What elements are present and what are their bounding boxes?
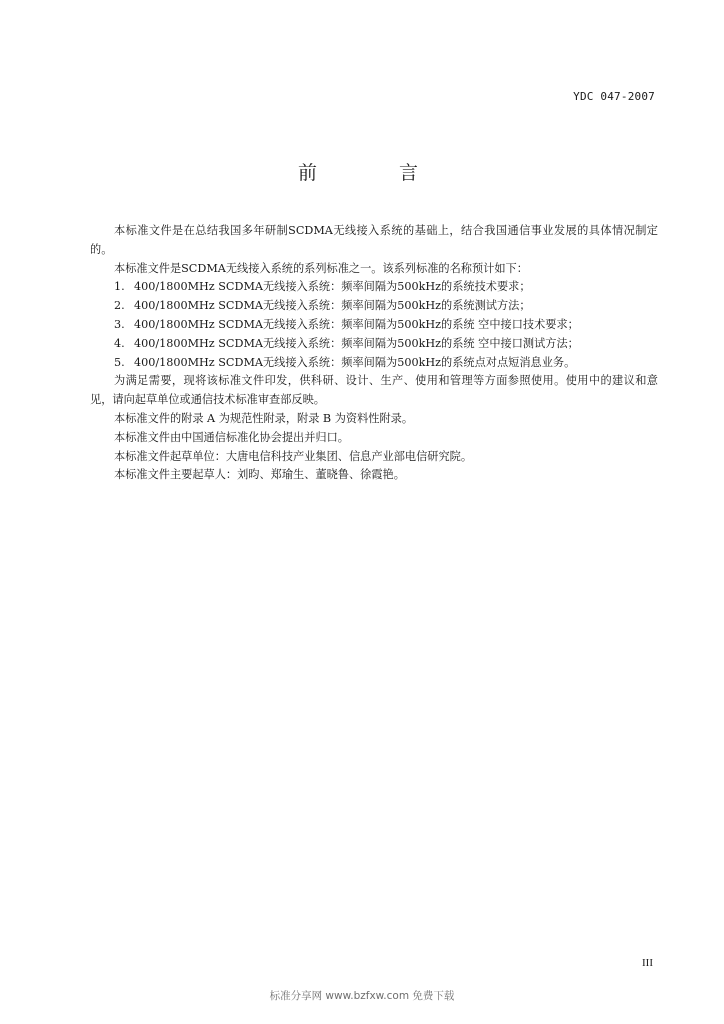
paragraph-drafting-units: 本标准文件起草单位：大唐电信科技产业集团、信息产业部电信研究院。 bbox=[114, 449, 473, 463]
list-item bbox=[90, 297, 658, 316]
list-item bbox=[90, 316, 658, 335]
list-item bbox=[90, 354, 658, 373]
paragraph-appendix: 本标准文件的附录 A 为规范性附录，附录 B 为资料性附录。 bbox=[114, 411, 414, 425]
list-item bbox=[90, 278, 658, 297]
page-number: III bbox=[642, 957, 653, 969]
list-item-number: 3. bbox=[114, 317, 125, 331]
paragraph-background: 本标准文件是在总结我国多年研制SCDMA无线接入系统的基础上，结合我国通信事业发展的具体情况制定的。 bbox=[90, 224, 658, 256]
list-item-text: 400/1800MHz SCDMA无线接入系统：频率间隔为500kHz的系统点对点短消息业务。 bbox=[134, 355, 576, 369]
foreword-body bbox=[90, 222, 658, 485]
paragraph-drafters: 本标准文件主要起草人：刘昀、郑瑜生、董晓鲁、徐霞艳。 bbox=[114, 468, 405, 482]
series-list bbox=[90, 278, 658, 372]
list-item-text: 400/1800MHz SCDMA无线接入系统：频率间隔为500kHz的系统测试方法； bbox=[134, 299, 531, 313]
paragraph-series-intro: 本标准文件是SCDMA无线接入系统的系列标准之一。该系列标准的名称预计如下： bbox=[114, 261, 528, 275]
list-item-number: 2. bbox=[114, 299, 125, 313]
list-item-text: 400/1800MHz SCDMA无线接入系统：频率间隔为500kHz的系统 空中接口技术要求； bbox=[134, 317, 579, 331]
list-item-number: 5. bbox=[114, 355, 125, 369]
page-title: 前 言 bbox=[297, 162, 457, 184]
list-item-text: 400/1800MHz SCDMA无线接入系统：频率间隔为500kHz的系统 空中接口测试方法； bbox=[134, 336, 579, 350]
list-item-text: 400/1800MHz SCDMA无线接入系统：频率间隔为500kHz的系统技术要求； bbox=[134, 280, 531, 294]
list-item bbox=[90, 335, 658, 354]
document-code: YDC 047-2007 bbox=[573, 90, 655, 103]
list-item-number: 1. bbox=[114, 280, 125, 294]
list-item-number: 4. bbox=[114, 336, 125, 350]
paragraph-usage: 为满足需要，现将该标准文件印发，供科研、设计、生产、使用和管理等方面参照使用。使用中的建议和意见，请向起草单位或通信技术标准审查部反映。 bbox=[90, 374, 658, 407]
footer-watermark: 标准分享网 www.bzfxw.com 免费下载 bbox=[269, 990, 455, 1002]
paragraph-proposer: 本标准文件由中国通信标准化协会提出并归口。 bbox=[114, 430, 349, 444]
